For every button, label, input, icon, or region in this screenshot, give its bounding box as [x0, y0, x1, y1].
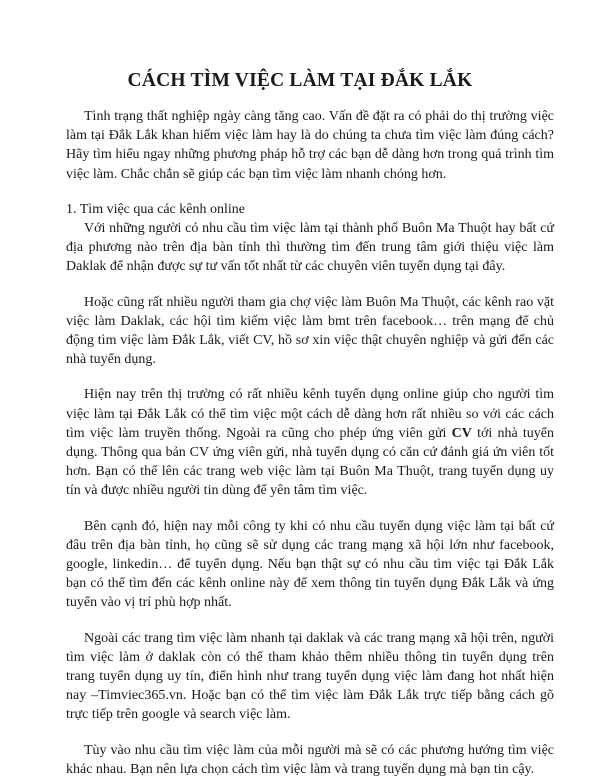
paragraph-2: Hoặc cũng rất nhiều người tham gia chợ việc làm Buôn Ma Thuột, các kênh rao vặt việc làm Daklak, các hội tìm kiếm việc làm bmt trên facebook… trên mạng để chủ động tìm việc làm Đắk Lắk, viết CV, hồ sơ xin việc thật chuyên nghiệp và gửi đến các nhà tuyển dụng.: [66, 294, 554, 368]
cv-bold-text: CV: [451, 425, 472, 441]
paragraph-4: Bên cạnh đó, hiện nay mỗi công ty khi có nhu cầu tuyển dụng việc làm tại bất cứ đâu trên địa bàn tỉnh, họ cũng sẽ sử dụng các trang mạng xã hội lớn như facebook, google, linkedin… để tuyển dụng. Nếu bạn thật sự có nhu cầu tìm việc tại Đắk Lắk bạn có thể tìm đến các kênh online này để xem thông tin tuyển dụng Đắk Lắk và ứng tuyển vào vị trí phù hợp nhất.: [66, 518, 554, 611]
paragraph-3-start: Hiện nay trên thị trường có rất nhiều kênh tuyển dụng online giúp cho người tìm việc làm tại Đắk Lắk có thể tìm việc một cách dễ dàng hơn rất nhiều so với các cách tìm việc làm truyền thống. Ngoài ra cũng cho phép ứng viên gửi: [66, 387, 554, 441]
paragraph-3-end: tới nhà tuyển dụng. Thông qua bản CV ứng viên gửi, nhà tuyển dụng có căn cứ đánh giá ứn viên tốt hơn. Bạn có thể lên các trang web việc làm tại Buôn Ma Thuột, trang tuyển dụng uy tín và được nhiều người tin dùng để yên tâm tìm việc.: [66, 425, 554, 499]
paragraph-5: Ngoài các trang tìm việc làm nhanh tại daklak và các trang mạng xã hội trên, người tìm việc làm ở daklak còn có thể tham khảo thêm nhiều thông tin tuyển dụng trên trang tuyển dụng uy tín, điển hình như trang tuyển dụng việc làm đang hot nhất hiện nay –Timviec365.vn. Hoặc bạn có thể tìm việc làm Đắk Lắk trực tiếp bằng cách gõ trực tiếp trên google và search việc làm.: [66, 630, 554, 723]
paragraph-1: Với những người có nhu cầu tìm việc làm tại thành phố Buôn Ma Thuột hay bất cứ địa phương nào trên địa bàn tỉnh thì thường tìm đến trung tâm giới thiệu việc làm Daklak để nhận được sự tư vấn tốt nhất từ các chuyên viên tuyển dụng tại đây.: [66, 221, 554, 275]
intro-paragraph: Tình trạng thất nghiệp ngày càng tăng cao. Vấn đề đặt ra có phải do thị trường việc làm tại Đắk Lắk khan hiếm việc làm hay là do chúng ta chưa tìm việc làm đúng cách? Hãy tìm hiểu ngay những phương pháp hỗ trợ các bạn dễ dàng hơn trong quá trình tìm việc làm. Chắc chắn sẽ giúp các bạn tìm việc làm nhanh chóng hơn.: [66, 109, 554, 182]
page-title: CÁCH TÌM VIỆC LÀM TẠI ĐẮK LẮK: [127, 70, 473, 91]
document-body: [66, 107, 554, 779]
section-heading: 1. Tìm việc qua các kênh online: [66, 201, 245, 217]
paragraph-3: [66, 385, 554, 500]
paragraph-6: Tùy vào nhu cầu tìm việc làm của mỗi người mà sẽ có các phương hướng tìm việc khác nhau. Bạn nên lựa chọn cách tìm việc làm và trang tuyển dụng mà bạn tin cậy.: [66, 742, 554, 777]
